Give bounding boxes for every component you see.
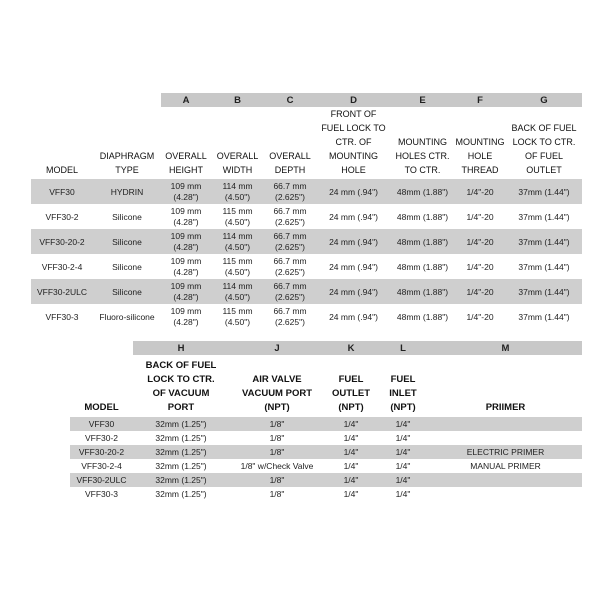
back-cell: 32mm (1.25") [133, 473, 229, 487]
width-cell-imperial: (4.50") [224, 241, 251, 252]
primer-cell [429, 431, 582, 445]
depth-cell-imperial: (2.625") [275, 241, 305, 252]
mount-cell: 48mm (1.88") [391, 279, 454, 304]
width-cell-metric: 114 mm [222, 230, 253, 241]
inlet-cell: 1/4" [377, 417, 429, 431]
height-cell-imperial: (4.28") [173, 266, 199, 277]
back-cell: 32mm (1.25") [155, 489, 207, 499]
width-cell-metric: 115 mm [222, 205, 253, 216]
front-cell: 24 mm (.94") [316, 179, 391, 204]
col-letter: D [316, 93, 391, 107]
air-cell: 1/8" [229, 417, 325, 431]
table-row [31, 279, 582, 304]
back-cell: 37mm (1.44") [518, 261, 570, 272]
height-cell-metric: 109 mm [170, 180, 202, 191]
width-cell-metric: 115 mm [222, 305, 253, 316]
depth-cell [264, 254, 316, 279]
table-row [70, 431, 582, 445]
depth-cell-imperial: (2.625") [275, 191, 305, 202]
depth-cell [264, 204, 316, 229]
width-cell-imperial: (4.50") [224, 216, 251, 227]
width-cell-imperial: (4.50") [224, 316, 251, 327]
model-cell: VFF30-2ULC [70, 473, 133, 487]
primer-cell: MANUAL PRIMER [470, 461, 541, 471]
col-letter: A [161, 93, 211, 107]
header-fuel-outlet: FUEL OUTLET (NPT) [332, 374, 370, 413]
table-row [70, 459, 582, 473]
mount-cell: 48mm (1.88") [396, 261, 449, 272]
primer-cell [429, 473, 582, 487]
model-cell: VFF30-2ULC [31, 279, 93, 304]
depth-cell-imperial: (2.625") [275, 266, 305, 277]
width-cell-imperial: (4.50") [224, 291, 251, 302]
header-front-of-fuel-lock: FRONT OF FUEL LOCK TO CTR. OF MOUNTING HOLE [321, 109, 386, 175]
header-model: MODEL [84, 402, 119, 413]
diaphragm-cell: Silicone [93, 279, 161, 304]
outlet-cell: 1/4" [343, 433, 359, 443]
width-cell-imperial: (4.50") [224, 266, 251, 277]
model-cell: VFF30-3 [45, 311, 79, 322]
model-cell: VFF30-20-2 [70, 445, 133, 459]
height-cell [161, 254, 211, 279]
depth-cell-imperial: (2.625") [275, 216, 305, 227]
width-cell [211, 204, 264, 229]
col-letter: F [454, 93, 506, 107]
model-cell: VFF30-2-4 [41, 261, 83, 272]
table-row [70, 487, 582, 501]
col-letter: L [377, 341, 429, 355]
width-cell-imperial: (4.50") [224, 191, 251, 202]
back-cell: 37mm (1.44") [506, 279, 582, 304]
back-cell: 37mm (1.44") [518, 311, 570, 322]
depth-cell-metric: 66.7 mm [273, 255, 307, 266]
mount-cell: 48mm (1.88") [396, 211, 449, 222]
dimensions-table [31, 93, 582, 329]
outlet-cell: 1/4" [325, 473, 377, 487]
back-cell: 37mm (1.44") [506, 179, 582, 204]
back-cell: 32mm (1.25") [133, 417, 229, 431]
diaphragm-cell: Silicone [93, 229, 161, 254]
primer-cell [429, 487, 582, 501]
height-cell-metric: 109 mm [170, 205, 202, 216]
height-cell-imperial: (4.28") [173, 216, 199, 227]
front-cell: 24 mm (.94") [329, 261, 378, 272]
table-row [31, 304, 582, 329]
front-cell: 24 mm (.94") [329, 311, 378, 322]
header-primer: PRIIMER [485, 402, 526, 413]
col-letter: H [133, 341, 229, 355]
header-depth: OVERALL DEPTH [269, 151, 311, 175]
header-row [31, 107, 582, 179]
table-row [70, 445, 582, 459]
thread-cell: 1/4"-20 [466, 311, 494, 322]
width-cell [211, 279, 264, 304]
header-height: OVERALL HEIGHT [165, 151, 207, 175]
depth-cell [264, 229, 316, 254]
width-cell-metric: 114 mm [222, 280, 253, 291]
height-cell-metric: 109 mm [170, 255, 202, 266]
header-model: MODEL [45, 165, 78, 175]
inlet-cell: 1/4" [395, 433, 411, 443]
front-cell: 24 mm (.94") [316, 229, 391, 254]
column-letter-row [31, 93, 582, 107]
height-cell-metric: 109 mm [170, 230, 202, 241]
header-fuel-inlet: FUEL INLET (NPT) [389, 374, 417, 413]
model-cell: VFF30-3 [84, 489, 119, 499]
table-row [31, 204, 582, 229]
diaphragm-cell: Silicone [112, 211, 142, 222]
col-letter: G [506, 93, 582, 107]
table-row [70, 473, 582, 487]
header-diaphragm: DIAPHRAGM TYPE [99, 151, 155, 175]
back-cell: 37mm (1.44") [518, 211, 570, 222]
model-cell: VFF30-2 [45, 211, 79, 222]
depth-cell-metric: 66.7 mm [273, 205, 307, 216]
header-back-of-fuel-lock: BACK OF FUEL LOCK TO CTR. OF FUEL OUTLET [511, 123, 577, 175]
thread-cell: 1/4"-20 [454, 279, 506, 304]
width-cell-metric: 114 mm [222, 180, 253, 191]
thread-cell: 1/4"-20 [454, 229, 506, 254]
header-back-of-fuel-lock: BACK OF FUEL LOCK TO CTR. OF VACUUM PORT [145, 360, 217, 413]
depth-cell-metric: 66.7 mm [273, 180, 307, 191]
front-cell: 24 mm (.94") [316, 279, 391, 304]
air-cell: 1/8" [269, 489, 285, 499]
model-cell: VFF30-2 [84, 433, 119, 443]
width-cell [211, 254, 264, 279]
depth-cell-metric: 66.7 mm [273, 230, 307, 241]
mount-cell: 48mm (1.88") [391, 179, 454, 204]
height-cell-imperial: (4.28") [173, 316, 199, 327]
back-cell: 32mm (1.25") [155, 433, 207, 443]
header-air-valve: AIR VALVE VACUUM PORT (NPT) [241, 374, 313, 413]
height-cell-metric: 109 mm [170, 305, 202, 316]
outlet-cell: 1/4" [343, 489, 359, 499]
depth-cell-imperial: (2.625") [275, 291, 305, 302]
width-cell [211, 304, 264, 329]
back-cell: 37mm (1.44") [506, 229, 582, 254]
ports-table [70, 341, 582, 501]
col-letter: M [429, 341, 582, 355]
header-thread: MOUNTING HOLE THREAD [455, 137, 505, 175]
col-letter: E [391, 93, 454, 107]
height-cell [161, 279, 211, 304]
col-letter: B [211, 93, 264, 107]
thread-cell: 1/4"-20 [454, 179, 506, 204]
air-cell: 1/8" [269, 433, 285, 443]
height-cell [161, 229, 211, 254]
primer-cell: ELECTRIC PRIMER [429, 445, 582, 459]
air-cell: 1/8" [229, 473, 325, 487]
height-cell [161, 204, 211, 229]
model-cell: VFF30 [70, 417, 133, 431]
outlet-cell: 1/4" [325, 417, 377, 431]
diaphragm-cell: HYDRIN [93, 179, 161, 204]
header-mounting-holes: MOUNTING HOLES CTR. TO CTR. [395, 137, 450, 175]
height-cell-imperial: (4.28") [173, 291, 199, 302]
thread-cell: 1/4"-20 [466, 261, 494, 272]
inlet-cell: 1/4" [395, 461, 411, 471]
outlet-cell: 1/4" [343, 461, 359, 471]
model-cell: VFF30 [31, 179, 93, 204]
primer-cell [429, 417, 582, 431]
diaphragm-cell: Fluoro-silicone [99, 311, 155, 322]
width-cell [211, 229, 264, 254]
air-cell: 1/8" w/Check Valve [240, 461, 314, 471]
col-letter: K [325, 341, 377, 355]
diaphragm-cell: Silicone [112, 261, 142, 272]
depth-cell-metric: 66.7 mm [273, 280, 307, 291]
back-cell: 32mm (1.25") [133, 445, 229, 459]
mount-cell: 48mm (1.88") [396, 311, 449, 322]
table-row [70, 417, 582, 431]
depth-cell [264, 179, 316, 204]
depth-cell-imperial: (2.625") [275, 316, 305, 327]
inlet-cell: 1/4" [395, 489, 411, 499]
height-cell [161, 304, 211, 329]
depth-cell [264, 279, 316, 304]
height-cell-imperial: (4.28") [173, 241, 199, 252]
height-cell-metric: 109 mm [170, 280, 202, 291]
outlet-cell: 1/4" [325, 445, 377, 459]
header-row [70, 355, 582, 417]
model-cell: VFF30-2-4 [81, 461, 122, 471]
table-row [31, 179, 582, 204]
col-letter: C [264, 93, 316, 107]
width-cell [211, 179, 264, 204]
mount-cell: 48mm (1.88") [391, 229, 454, 254]
table-row [31, 254, 582, 279]
inlet-cell: 1/4" [377, 473, 429, 487]
header-width: OVERALL WIDTH [216, 151, 259, 175]
thread-cell: 1/4"-20 [466, 211, 494, 222]
width-cell-metric: 115 mm [222, 255, 253, 266]
back-cell: 32mm (1.25") [155, 461, 207, 471]
height-cell [161, 179, 211, 204]
inlet-cell: 1/4" [377, 445, 429, 459]
column-letter-row [70, 341, 582, 355]
col-letter: J [229, 341, 325, 355]
model-cell: VFF30-20-2 [31, 229, 93, 254]
depth-cell [264, 304, 316, 329]
air-cell: 1/8" [229, 445, 325, 459]
depth-cell-metric: 66.7 mm [273, 305, 307, 316]
front-cell: 24 mm (.94") [329, 211, 378, 222]
height-cell-imperial: (4.28") [173, 191, 199, 202]
table-row [31, 229, 582, 254]
